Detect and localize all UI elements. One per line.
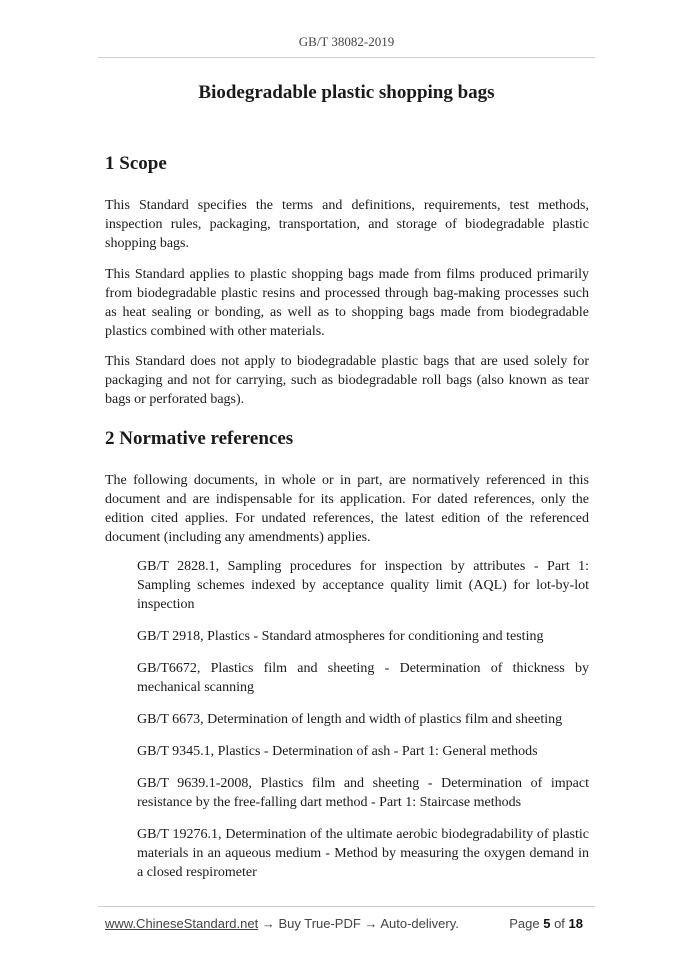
- reference-item: GB/T6672, Plastics film and sheeting - Determination of thickness by mechanical scanning: [137, 661, 589, 695]
- section-heading-normative-references: 2 Normative references: [105, 428, 294, 449]
- page-number: [509, 916, 583, 931]
- reference-item: GB/T 2828.1, Sampling procedures for inspection by attributes - Part 1: Sampling schemes indexed by acceptance quality limit (AQL) for lot-by-lot inspection: [137, 559, 589, 612]
- current-page-number: 5: [543, 916, 551, 931]
- auto-delivery-text: Auto-delivery.: [380, 916, 459, 931]
- header-divider: [98, 57, 595, 58]
- reference-item: GB/T 2918, Plastics - Standard atmospheres for conditioning and testing: [137, 629, 544, 644]
- normative-intro-paragraph: [105, 471, 589, 547]
- reference-item: GB/T 6673, Determination of length and width of plastics film and sheeting: [137, 712, 563, 727]
- page-footer: [105, 916, 589, 934]
- paragraph-text: This Standard applies to plastic shopping bags made from films produced primarily from biodegradable plastic resins and processed through bag-making processes such as heat sealing or bonding, as well as to shopping bags made from biodegradable plastics combined with other materials.: [105, 267, 589, 339]
- site-link[interactable]: www.ChineseStandard.net: [105, 916, 259, 931]
- of-label: of: [554, 916, 565, 931]
- section-heading-scope: 1 Scope: [105, 153, 167, 174]
- reference-item: GB/T 9345.1, Plastics - Determination of ash - Part 1: General methods: [137, 744, 538, 759]
- scope-paragraph-1: [105, 196, 589, 253]
- reference-item: GB/T 9639.1-2008, Plastics film and sheeting - Determination of impact resistance by the free-falling dart method - Part 1: Staircase methods: [137, 776, 589, 810]
- paragraph-text: The following documents, in whole or in part, are normatively referenced in this document and are indispensable for its application. For dated references, only the edition cited applies. For undated references, the latest edition of the referenced document (including any amendments) applies.: [105, 473, 589, 545]
- footer-divider: [98, 906, 595, 907]
- footer-promo: [105, 916, 459, 931]
- scope-paragraph-3: [105, 352, 589, 409]
- document-code-header: GB/T 38082-2019: [298, 34, 395, 49]
- page-label: Page: [509, 916, 540, 931]
- total-page-number: 18: [568, 916, 583, 931]
- paragraph-text: This Standard specifies the terms and definitions, requirements, test methods, inspection rules, packaging, transportation, and storage of biodegradable plastic shopping bags.: [105, 198, 589, 251]
- scope-paragraph-2: [105, 265, 589, 341]
- buy-pdf-text: Buy True-PDF: [278, 916, 361, 931]
- reference-list: [137, 557, 589, 895]
- document-title: Biodegradable plastic shopping bags: [198, 82, 495, 103]
- reference-item: GB/T 19276.1, Determination of the ultimate aerobic biodegradability of plastic materials in an aqueous medium - Method by measuring the oxygen demand in a closed respirometer: [137, 827, 589, 880]
- arrow-icon: →: [261, 916, 275, 931]
- arrow-icon: →: [364, 916, 378, 931]
- paragraph-text: This Standard does not apply to biodegradable plastic bags that are used solely for packaging and not for carrying, such as biodegradable roll bags (also known as tear bags or perforated bags).: [105, 354, 589, 407]
